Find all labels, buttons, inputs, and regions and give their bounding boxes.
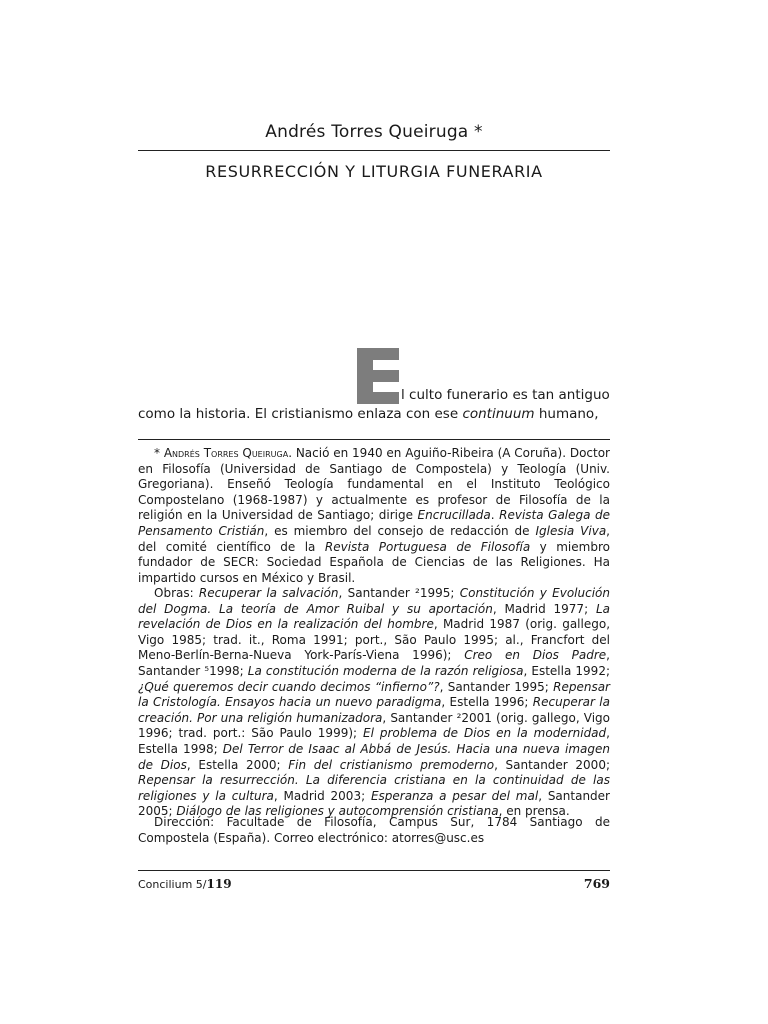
- works-run: Recuperar la salvación: [198, 586, 339, 600]
- works-run: Recuperar la creación. Por una religión humanizadora: [138, 695, 610, 725]
- works-run: Creo en Dios Padre: [464, 648, 607, 663]
- footnote-rule: [138, 439, 610, 440]
- footnote-address: [138, 815, 610, 846]
- bio-run: . Nació en 1940 en Aguiño-Ribeira (A Coruña). Doctor en Filosofía (Universidad de Santiago de Compostela) y Teología (Univ. Gregoriana). Enseñó Teología fundamental en el Instituto Teológico Compostelano (1968-1987) y actualmente es profesor de Filosofía de la religión en la Universidad de Santiago; dirige: [138, 446, 610, 523]
- bio-run: Revista Portuguesa de Filosofía: [324, 539, 531, 554]
- works-run: , Estella 1996;: [441, 695, 533, 710]
- body-line-1: l culto funerario es tan antiguo: [401, 387, 610, 403]
- journal-issue-page: 119: [206, 877, 232, 891]
- works-run: , Santander 2000;: [494, 757, 610, 772]
- footnote-bio-text: [138, 446, 610, 585]
- bio-run: , es miembro del consejo de redacción de: [264, 523, 536, 538]
- works-run: Del Terror de Isaac al Abbá de Jesús. Hacia una nueva imagen de Dios: [138, 741, 610, 772]
- body-line-2-italic: continuum: [462, 406, 535, 422]
- bio-run: y miembro fundador de SECR: Sociedad Española de Ciencias de las Religiones. Ha impartido cursos en México y Brasil.: [138, 539, 610, 585]
- works-run: Obras:: [154, 586, 199, 600]
- body-line-2-c: humano,: [534, 406, 599, 422]
- footer-rule: [138, 870, 610, 871]
- works-run: El problema de Dios en la modernidad: [363, 726, 607, 741]
- works-run: , Santander 2005;: [138, 788, 610, 819]
- works-run: , Madrid 1987 (orig. gallego, Vigo 1985; trad. it., Roma 1991; port., São Paulo 1995; al., Francfort del Meno-Berlín-Berna-Nueva York-París-Viena 1996);: [138, 617, 611, 663]
- body-line-2-a: como la historia. El cristianismo enlaza con ese: [138, 406, 463, 422]
- works-run: , Estella 2000;: [186, 757, 289, 772]
- works-run: Diálogo de las religiones y autocomprensión cristiana: [176, 804, 499, 819]
- article-title: RESURRECCIÓN Y LITURGIA FUNERARIA: [205, 162, 543, 181]
- footnote-works: [138, 586, 610, 820]
- footnote-address-text: Dirección: Facultade de Filosofía, Campus Sur, 1784 Santiago de Compostela (España). Correo electrónico: atorres@usc.es: [138, 815, 610, 845]
- bio-run: Revista Galega de Pensamento Cristián: [138, 508, 611, 538]
- works-run: , Estella 1998;: [138, 726, 610, 756]
- works-run: Fin del cristianismo premoderno: [288, 757, 495, 772]
- works-run: Repensar la resurrección. La diferencia cristiana en la continuidad de las religiones y la cultura: [138, 773, 610, 803]
- works-run: Esperanza a pesar del mal: [370, 788, 539, 803]
- works-run: , Madrid 2003;: [273, 788, 371, 803]
- footnote-bio: [138, 446, 610, 586]
- footnote-author-name: Andrés Torres Queiruga: [163, 446, 289, 460]
- bio-run: .: [490, 508, 500, 523]
- works-run: , Estella 1992;: [523, 663, 610, 678]
- works-run: La constitución moderna de la razón religiosa: [247, 663, 524, 678]
- works-run: , Santander ⁵1998;: [138, 648, 610, 678]
- works-run: , Santander ²1995;: [338, 586, 460, 600]
- footer-journal: [138, 877, 232, 891]
- works-run: , Madrid 1977;: [492, 601, 596, 616]
- works-run: , Santander ²2001 (orig. gallego, Vigo 1996; trad. port.: São Paulo 1999);: [138, 710, 610, 741]
- journal-name: Concilium 5/: [138, 878, 207, 891]
- works-run: ¿Qué queremos decir cuando decimos “infierno”?: [138, 679, 440, 694]
- works-run: , en prensa.: [498, 804, 570, 819]
- bio-run: Encrucillada: [417, 508, 491, 523]
- bio-run: Iglesia Viva: [535, 523, 607, 538]
- author-line: Andrés Torres Queiruga *: [265, 122, 483, 142]
- bio-run: , del comité científico de la: [138, 523, 610, 554]
- footnote-works-text: [138, 586, 610, 818]
- works-run: , Santander 1995;: [439, 679, 554, 694]
- body-line-2: [138, 406, 610, 422]
- works-run: Constitución y Evolución del Dogma. La teoría de Amor Ruibal y su aportación: [138, 586, 610, 616]
- works-run: La revelación de Dios en la realización del hombre: [138, 601, 610, 632]
- page-number: 769: [583, 876, 610, 891]
- footnote-marker: *: [154, 446, 164, 460]
- header-rule: [138, 150, 610, 151]
- works-run: Repensar la Cristología. Ensayos hacia un nuevo paradigma: [138, 679, 610, 710]
- drop-cap: E: [357, 348, 399, 404]
